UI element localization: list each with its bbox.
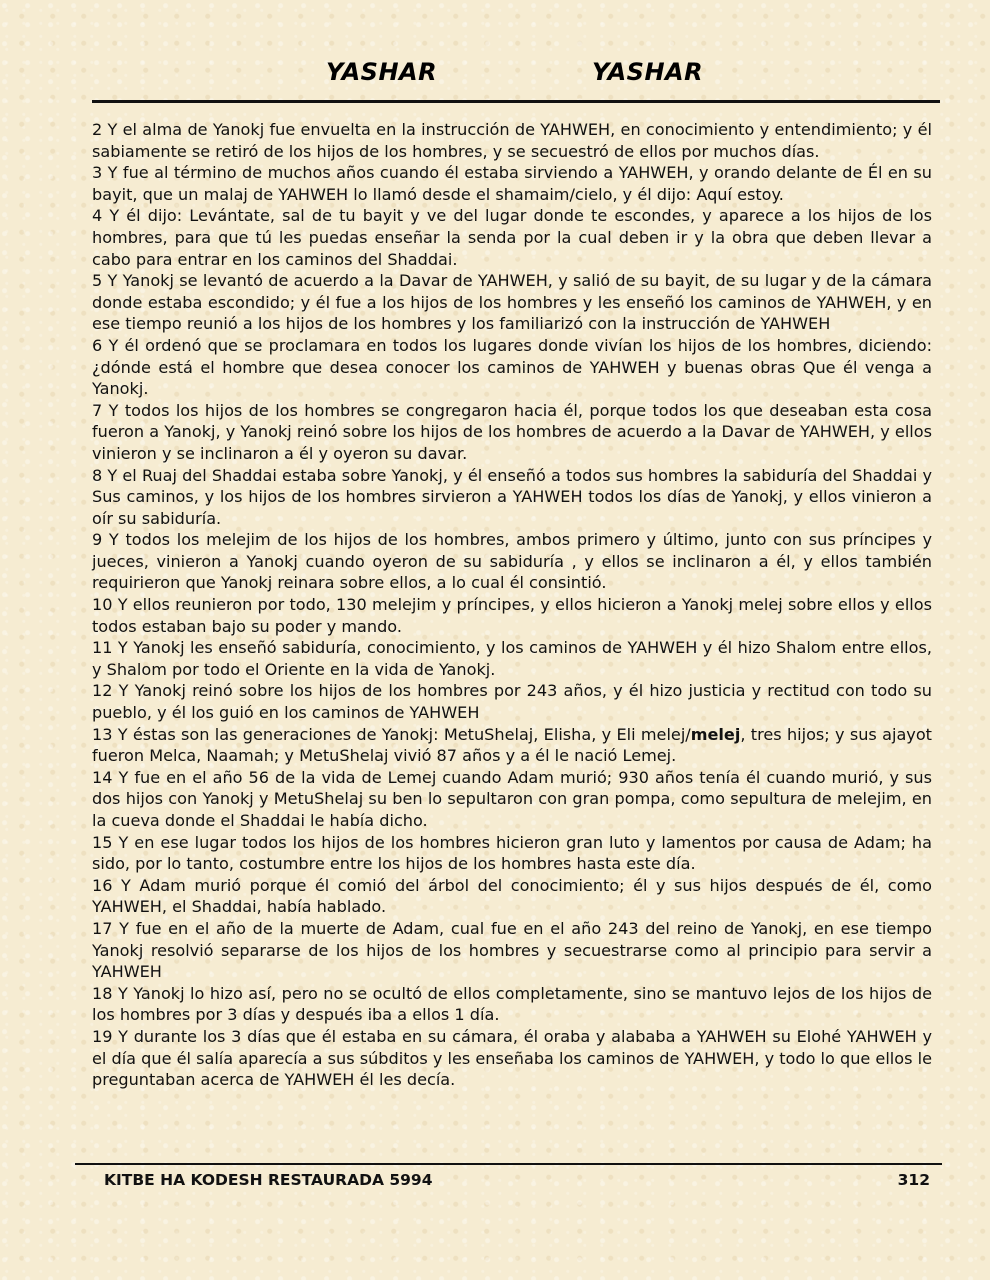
verse-19: 19 Y durante los 3 días que él estaba en su cámara, él oraba y alababa a YAHWEH su Elohé YAHWEH y el día que él salía aparecía a sus súbditos y les enseñaba los caminos de YAHWEH, y todo lo que ellos le preguntaban acerca de YAHWEH él les decía. xyxy=(92,1026,932,1090)
verse-2: 2 Y el alma de Yanokj fue envuelta en la instrucción de YAHWEH, en conocimiento y entendimiento; y él sabiamente se retiró de los hijos de los hombres, y se secuestró de ellos por muchos días. xyxy=(92,120,932,161)
verse-11: 11 Y Yanokj les enseñó sabiduría, conocimiento, y los caminos de YAHWEH y él hizo Shalom entre ellos, y Shalom por todo el Oriente en la vida de Yanokj. xyxy=(92,638,932,679)
footer-page-number: 312 xyxy=(897,1171,930,1189)
verse-14: 14 Y fue en el año 56 de la vida de Lemej cuando Adam murió; 930 años tenía él cuando murió, y sus dos hijos con Yanokj y MetuShelaj su ben lo sepultaron con gran pompa, como sepultura de melejim, en la cueva donde el Shaddai le había dicho. xyxy=(92,767,932,830)
header-title-right: YASHAR xyxy=(592,58,704,86)
verse-13-text-before: 13 Y éstas son las generaciones de Yanokj: MetuShelaj, Elisha, y Eli melej/ xyxy=(92,724,691,744)
verse-4: 4 Y él dijo: Levántate, sal de tu bayit y ve del lugar donde te escondes, y aparece a los hijos de los hombres, para que tú les puedas enseñar la senda por la cual deben ir y la obra que deben llevar a cabo para entrar en los caminos del Shaddai. xyxy=(92,206,932,269)
page-header xyxy=(92,56,940,96)
header-title-left: YASHAR xyxy=(326,58,438,86)
verse-13-bold-word: melej xyxy=(690,724,741,744)
header-divider xyxy=(92,100,940,103)
verse-12: 12 Y Yanokj reinó sobre los hijos de los hombres por 243 años, y él hizo justicia y rectitud con todo su pueblo, y él los guió en los caminos de YAHWEH xyxy=(92,681,932,723)
verse-6: 6 Y él ordenó que se proclamara en todos los lugares donde vivían los hijos de los hombres, diciendo: ¿dónde está el hombre que desea conocer los caminos de YAHWEH y buenas obras Que él venga a Yanokj. xyxy=(92,335,932,399)
verse-17: 17 Y fue en el año de la muerte de Adam, cual fue en el año 243 del reino de Yanokj, en ese tiempo Yanokj resolvió separarse de los hijos de los hombres y secuestrarse como al principio para servir a YAHWEH xyxy=(92,918,932,982)
footer-divider xyxy=(75,1163,942,1165)
verse-8: 8 Y el Ruaj del Shaddai estaba sobre Yanokj, y él enseñó a todos sus hombres la sabiduría del Shaddai y Sus caminos, y los hijos de los hombres sirvieron a YAHWEH todos los días de Yanokj, y ellos vinieron a oír su sabiduría. xyxy=(92,465,932,528)
verse-16: 16 Y Adam murió porque él comió del árbol del conocimiento; él y sus hijos después de él, como YAHWEH, el Shaddai, había hablado. xyxy=(92,875,932,917)
verse-10: 10 Y ellos reunieron por todo, 130 melejim y príncipes, y ellos hicieron a Yanokj melej sobre ellos y ellos todos estaban bajo su poder y mando. xyxy=(92,595,932,636)
verse-13-text-after: , tres hijos; y sus ajayot fueron Melca, Naamah; y MetuShelaj vivió 87 años y a él le nació Lemej. xyxy=(92,724,932,766)
page-footer xyxy=(104,1170,930,1194)
verse-3: 3 Y fue al término de muchos años cuando él estaba sirviendo a YAHWEH, y orando delante de Él en su bayit, que un malaj de YAHWEH lo llamó desde el shamaim/cielo, y él dijo: Aquí estoy. xyxy=(92,163,932,204)
verse-7: 7 Y todos los hijos de los hombres se congregaron hacia él, porque todos los que deseaban esta cosa fueron a Yanokj, y Yanokj reinó sobre los hijos de los hombres de acuerdo a la Davar de YAHWEH, y ellos vinieron y se inclinaron a él y oyeron su davar. xyxy=(92,400,932,463)
verse-list xyxy=(92,119,932,1091)
verse-15: 15 Y en ese lugar todos los hijos de los hombres hicieron gran luto y lamentos por causa de Adam; ha sido, por lo tanto, costumbre entre los hijos de los hombres hasta este día. xyxy=(92,832,932,874)
verse-18: 18 Y Yanokj lo hizo así, pero no se ocultó de ellos completamente, sino se mantuvo lejos de los hijos de los hombres por 3 días y después iba a ellos 1 día. xyxy=(92,983,932,1025)
verse-5: 5 Y Yanokj se levantó de acuerdo a la Davar de YAHWEH, y salió de su bayit, de su lugar y de la cámara donde estaba escondido; y él fue a los hijos de los hombres y les enseñó los caminos de YAHWEH, y en ese tiempo reunió a los hijos de los hombres y los familiarizó con la instrucción de YAHWEH xyxy=(92,271,932,334)
verse-9: 9 Y todos los melejim de los hijos de los hombres, ambos primero y último, junto con sus príncipes y jueces, vinieron a Yanokj cuando oyeron de su sabiduría , y ellos se inclinaron a él, y ellos también requirieron que Yanokj reinara sobre ellos, a lo cual él consintió. xyxy=(92,530,932,593)
verse-13 xyxy=(92,724,932,767)
footer-book-title: KITBE HA KODESH RESTAURADA 5994 xyxy=(104,1171,433,1189)
